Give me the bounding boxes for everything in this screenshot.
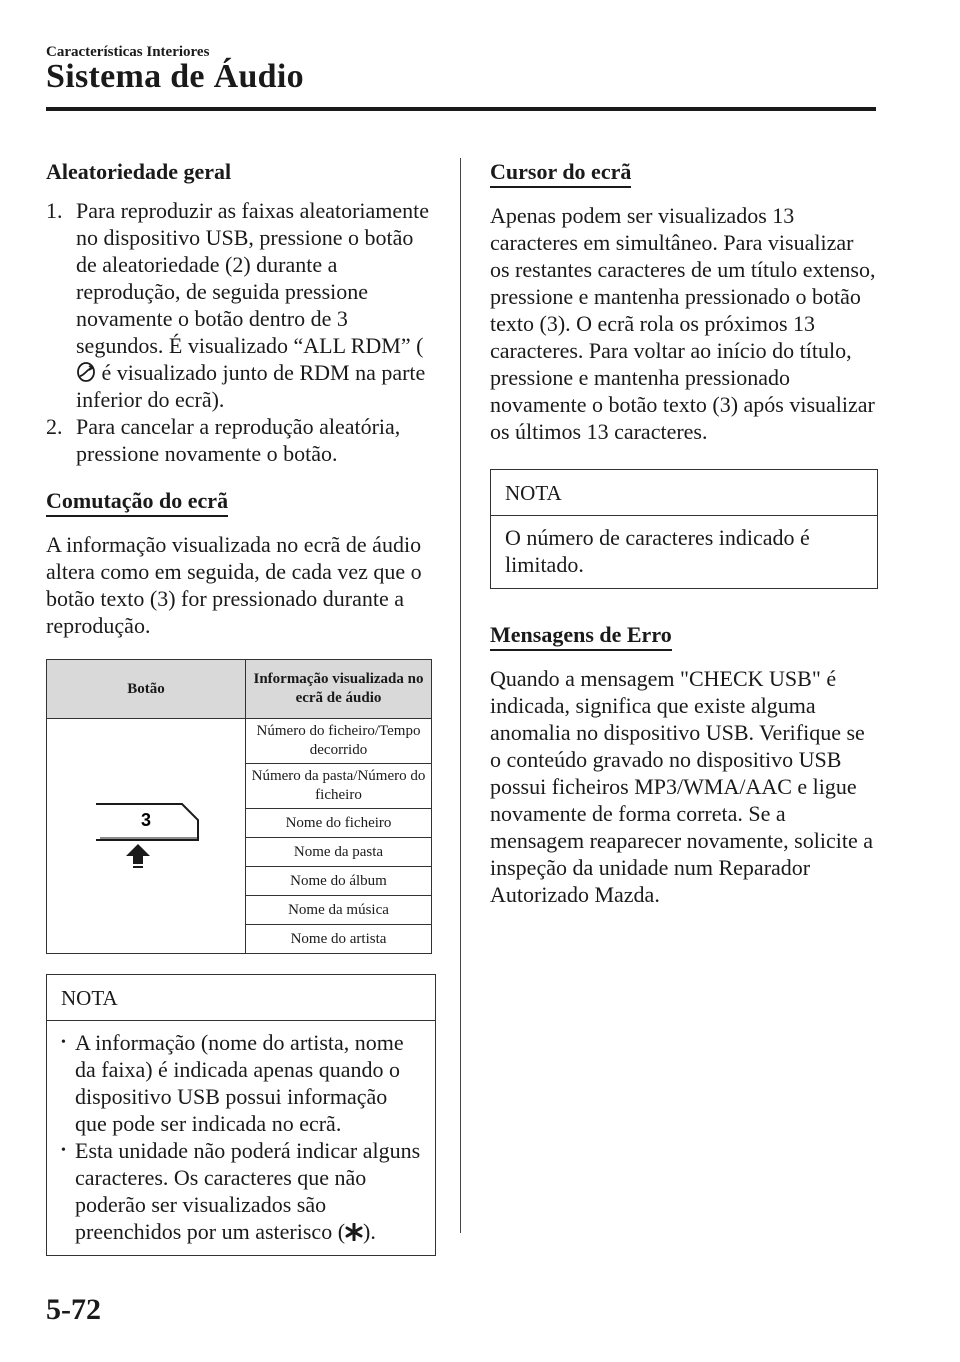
- info-cell: Nome do artista: [246, 925, 432, 954]
- bullet-text: Esta unidade não poderá indicar alguns caracteres. Os caracteres que não poderão ser visualizados são preenchidos por um asterisco ( ).: [75, 1138, 421, 1244]
- step-number: 1.: [46, 198, 63, 223]
- shuffle-disc-icon: [76, 361, 96, 383]
- left-column: [46, 158, 436, 1256]
- step-number: 2.: [46, 414, 63, 439]
- nota-box-right: [490, 469, 878, 589]
- info-cell: Nome do álbum: [246, 867, 432, 896]
- switch-heading: Comutação do ecrã: [46, 487, 228, 517]
- info-cell: Número do ficheiro/Tempo decorrido: [246, 719, 432, 764]
- page-number: 5-72: [46, 1293, 101, 1326]
- table-row: [47, 719, 432, 764]
- info-cell: Nome da pasta: [246, 838, 432, 867]
- button-illustration-cell: [47, 719, 246, 954]
- cursor-heading: Cursor do ecrã: [490, 158, 631, 188]
- cursor-paragraph: Apenas podem ser visualizados 13 caracteres em simultâneo. Para visualizar os restantes caracteres de um título extenso, pressione e mantenha pressionado o botão texto (3). O ecrã rola os próximos 13 caracteres. Para voltar ao início do título, pressione e mantenha pressionado novamente o botão texto (3) após visualizar os últimos 13 caracteres.: [490, 203, 876, 444]
- info-cell: Número da pasta/Número do ficheiro: [246, 764, 432, 809]
- header-divider: [46, 107, 876, 111]
- page-title: Sistema de Áudio: [46, 58, 304, 95]
- nota-body: [47, 1021, 435, 1255]
- info-cell: Nome do ficheiro: [246, 809, 432, 838]
- random-heading: Aleatoriedade geral: [46, 159, 232, 184]
- list-item: [46, 197, 436, 413]
- bullet-dot: •: [61, 1143, 66, 1158]
- nota-body: O número de caracteres indicado é limitado.: [505, 525, 810, 577]
- list-item: [46, 413, 436, 467]
- nota-title: NOTA: [491, 470, 877, 516]
- button-number: 3: [140, 810, 152, 830]
- bullet-text: A informação (nome do artista, nome da faixa) é indicada apenas quando o dispositivo USB possui informação que pode ser indicada no ecrã.: [75, 1030, 404, 1136]
- error-paragraph: Quando a mensagem "CHECK USB" é indicada, significa que existe alguma anomalia no dispositivo USB. Verifique se o conteúdo gravado no dispositivo USB possui ficheiros MP3/WMA/AAC e ligue novamente de forma correta. Se a mensagem reaparecer novamente, solicite a inspeção da unidade num Reparador Autorizado Mazda.: [490, 666, 873, 907]
- switch-paragraph: A informação visualizada no ecrã de áudio altera como em seguida, de cada vez que o botão texto (3) for pressionado durante a reprodução.: [46, 532, 422, 638]
- random-steps: [46, 197, 436, 467]
- step-text: Para cancelar a reprodução aleatória, pressione novamente o botão.: [76, 414, 401, 466]
- table-header-button: Botão: [47, 660, 246, 719]
- section-label: Características Interiores: [46, 44, 210, 60]
- bullet-dot: •: [61, 1035, 66, 1050]
- step-text: Para reproduzir as faixas aleatoriamente no dispositivo USB, pressione o botão de aleatoriedade (2) durante a reprodução, de seguida pressione novamente o botão dentro de 3 segundos. É visualizado “ALL RDM” ( é visualizado junto de RDM na parte inferior do ecrã).: [76, 198, 430, 412]
- table-header-info: Informação visualizada no ecrã de áudio: [246, 660, 432, 719]
- nota-title: NOTA: [47, 975, 435, 1021]
- text-button-illustration: [86, 798, 206, 868]
- right-column: [490, 158, 878, 908]
- display-info-table: [46, 659, 432, 954]
- error-heading: Mensagens de Erro: [490, 621, 672, 651]
- asterisk-icon: [345, 1223, 363, 1241]
- nota-box-left: [46, 974, 436, 1256]
- info-cell: Nome da música: [246, 896, 432, 925]
- list-item: [61, 1137, 421, 1245]
- press-arrow-icon: [126, 844, 150, 868]
- list-item: [61, 1029, 421, 1137]
- column-divider: [460, 158, 461, 1233]
